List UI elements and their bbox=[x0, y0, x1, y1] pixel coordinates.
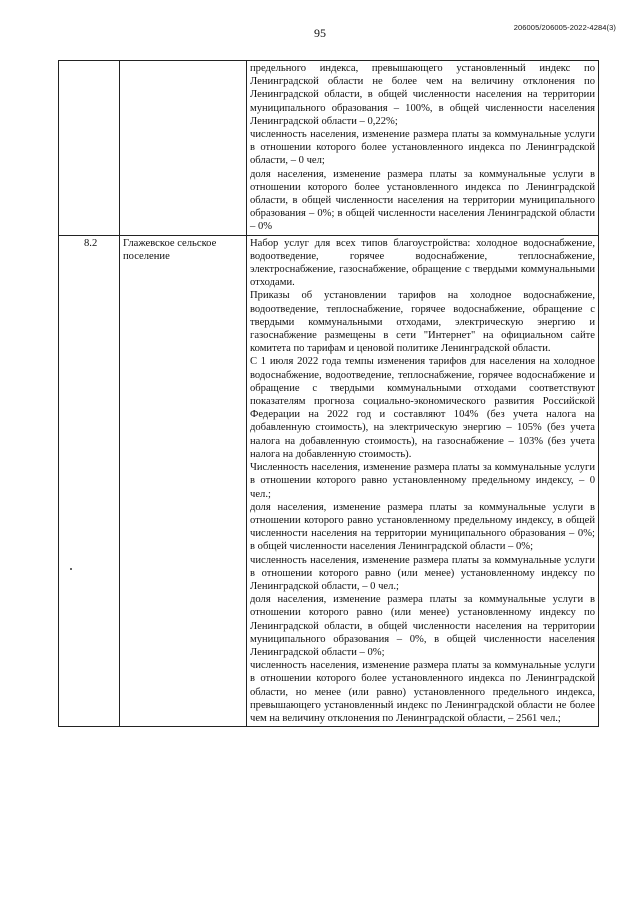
paragraph: доля населения, изменение размера платы за коммунальные услуги в отношении которого равно установленному предельному индексу, в общей численности населения на территории муниципального образования – 0%; в общей численности населения Ленинградской области – 0%; bbox=[250, 501, 595, 553]
document-code: 206005/206005-2022-4284(3) bbox=[513, 23, 616, 32]
settlement-name-cell bbox=[120, 61, 247, 236]
row-number-cell bbox=[59, 61, 120, 236]
settlement-name-cell: Глажевское сельское поселение bbox=[120, 235, 247, 727]
paragraph: численность населения, изменение размера платы за коммунальные услуги в отношении которого более установленного индекса по Ленинградской области, но менее (или равно) установленного предельного индекса, превышающего установленный индекс по Ленинградской области не более чем на величину отклонения по Ленинградской области, – 2561 чел.; bbox=[250, 660, 595, 724]
page-number: 95 bbox=[314, 26, 326, 40]
paragraph: доля населения, изменение размера платы за коммунальные услуги в отношении которого равно (или менее) установленному индексу по Ленинградской области, в общей численности населения на территории муниципального образования – 0%, в общей численности населения Ленинградской области – 0%; bbox=[250, 594, 595, 658]
paragraph: Приказы об установлении тарифов на холодное водоснабжение, водоотведение, теплоснабжение, горячее водоснабжение, обращение с твердыми коммунальными отходами, электрическую энергию и газоснабжение размещены в сети "Интернет" на официальном сайте комитета по тарифам и ценовой политике Ленинградской области. bbox=[250, 290, 595, 355]
paragraph: численность населения, изменение размера платы за коммунальные услуги в отношении которого равно (или менее) установленному индексу по Ленинградской области, – 0 чел.; bbox=[250, 554, 595, 592]
table-row bbox=[59, 235, 599, 727]
table-row bbox=[59, 61, 599, 236]
description-cell bbox=[247, 235, 599, 727]
row-number-cell: 8.2 bbox=[59, 235, 120, 727]
tariff-table bbox=[58, 60, 599, 727]
paragraph: предельного индекса, превышающего установленный индекс по Ленинградской области не более чем на величину отклонения по Ленинградской области, в общей численности населения на территории муниципального образования – 100%, в общей численности населения Ленинградской области – 0,22%; bbox=[250, 63, 595, 127]
paragraph: доля населения, изменение размера платы за коммунальные услуги в отношении которого более установленного индекса по Ленинградской области, в общей численности населения на территории муниципального образования – 0%; в общей численности населения Ленинградской области – 0% bbox=[250, 168, 595, 233]
scan-speck bbox=[70, 568, 72, 570]
paragraph: С 1 июля 2022 года темпы изменения тарифов для населения на холодное водоснабжение, водоотведение, теплоснабжение, горячее водоснабжение и обращение с твердыми коммунальными отходами соответствуют показателям прогноза социально-экономического развития Российской Федерации на 2022 год и составляют 104% (без учета налога на добавленную стоимость), на электрическую энергию – 105% (без учета налога на добавленную стоимость), на газоснабжение – 103% (без учета налога на добавленную стоимость). bbox=[250, 356, 595, 460]
paragraph: численность населения, изменение размера платы за коммунальные услуги в отношении которого более установленного индекса по Ленинградской области, – 0 чел; bbox=[250, 129, 595, 167]
paragraph: Набор услуг для всех типов благоустройства: холодное водоснабжение, водоотведение, горячее водоснабжение, теплоснабжение, электроснабжение, газоснабжение, обращение с твердыми коммунальными отходами. bbox=[250, 237, 595, 289]
paragraph: Численность населения, изменение размера платы за коммунальные услуги в отношении которого равно установленному предельному индексу, – 0 чел.; bbox=[250, 462, 595, 500]
description-cell bbox=[247, 61, 599, 236]
